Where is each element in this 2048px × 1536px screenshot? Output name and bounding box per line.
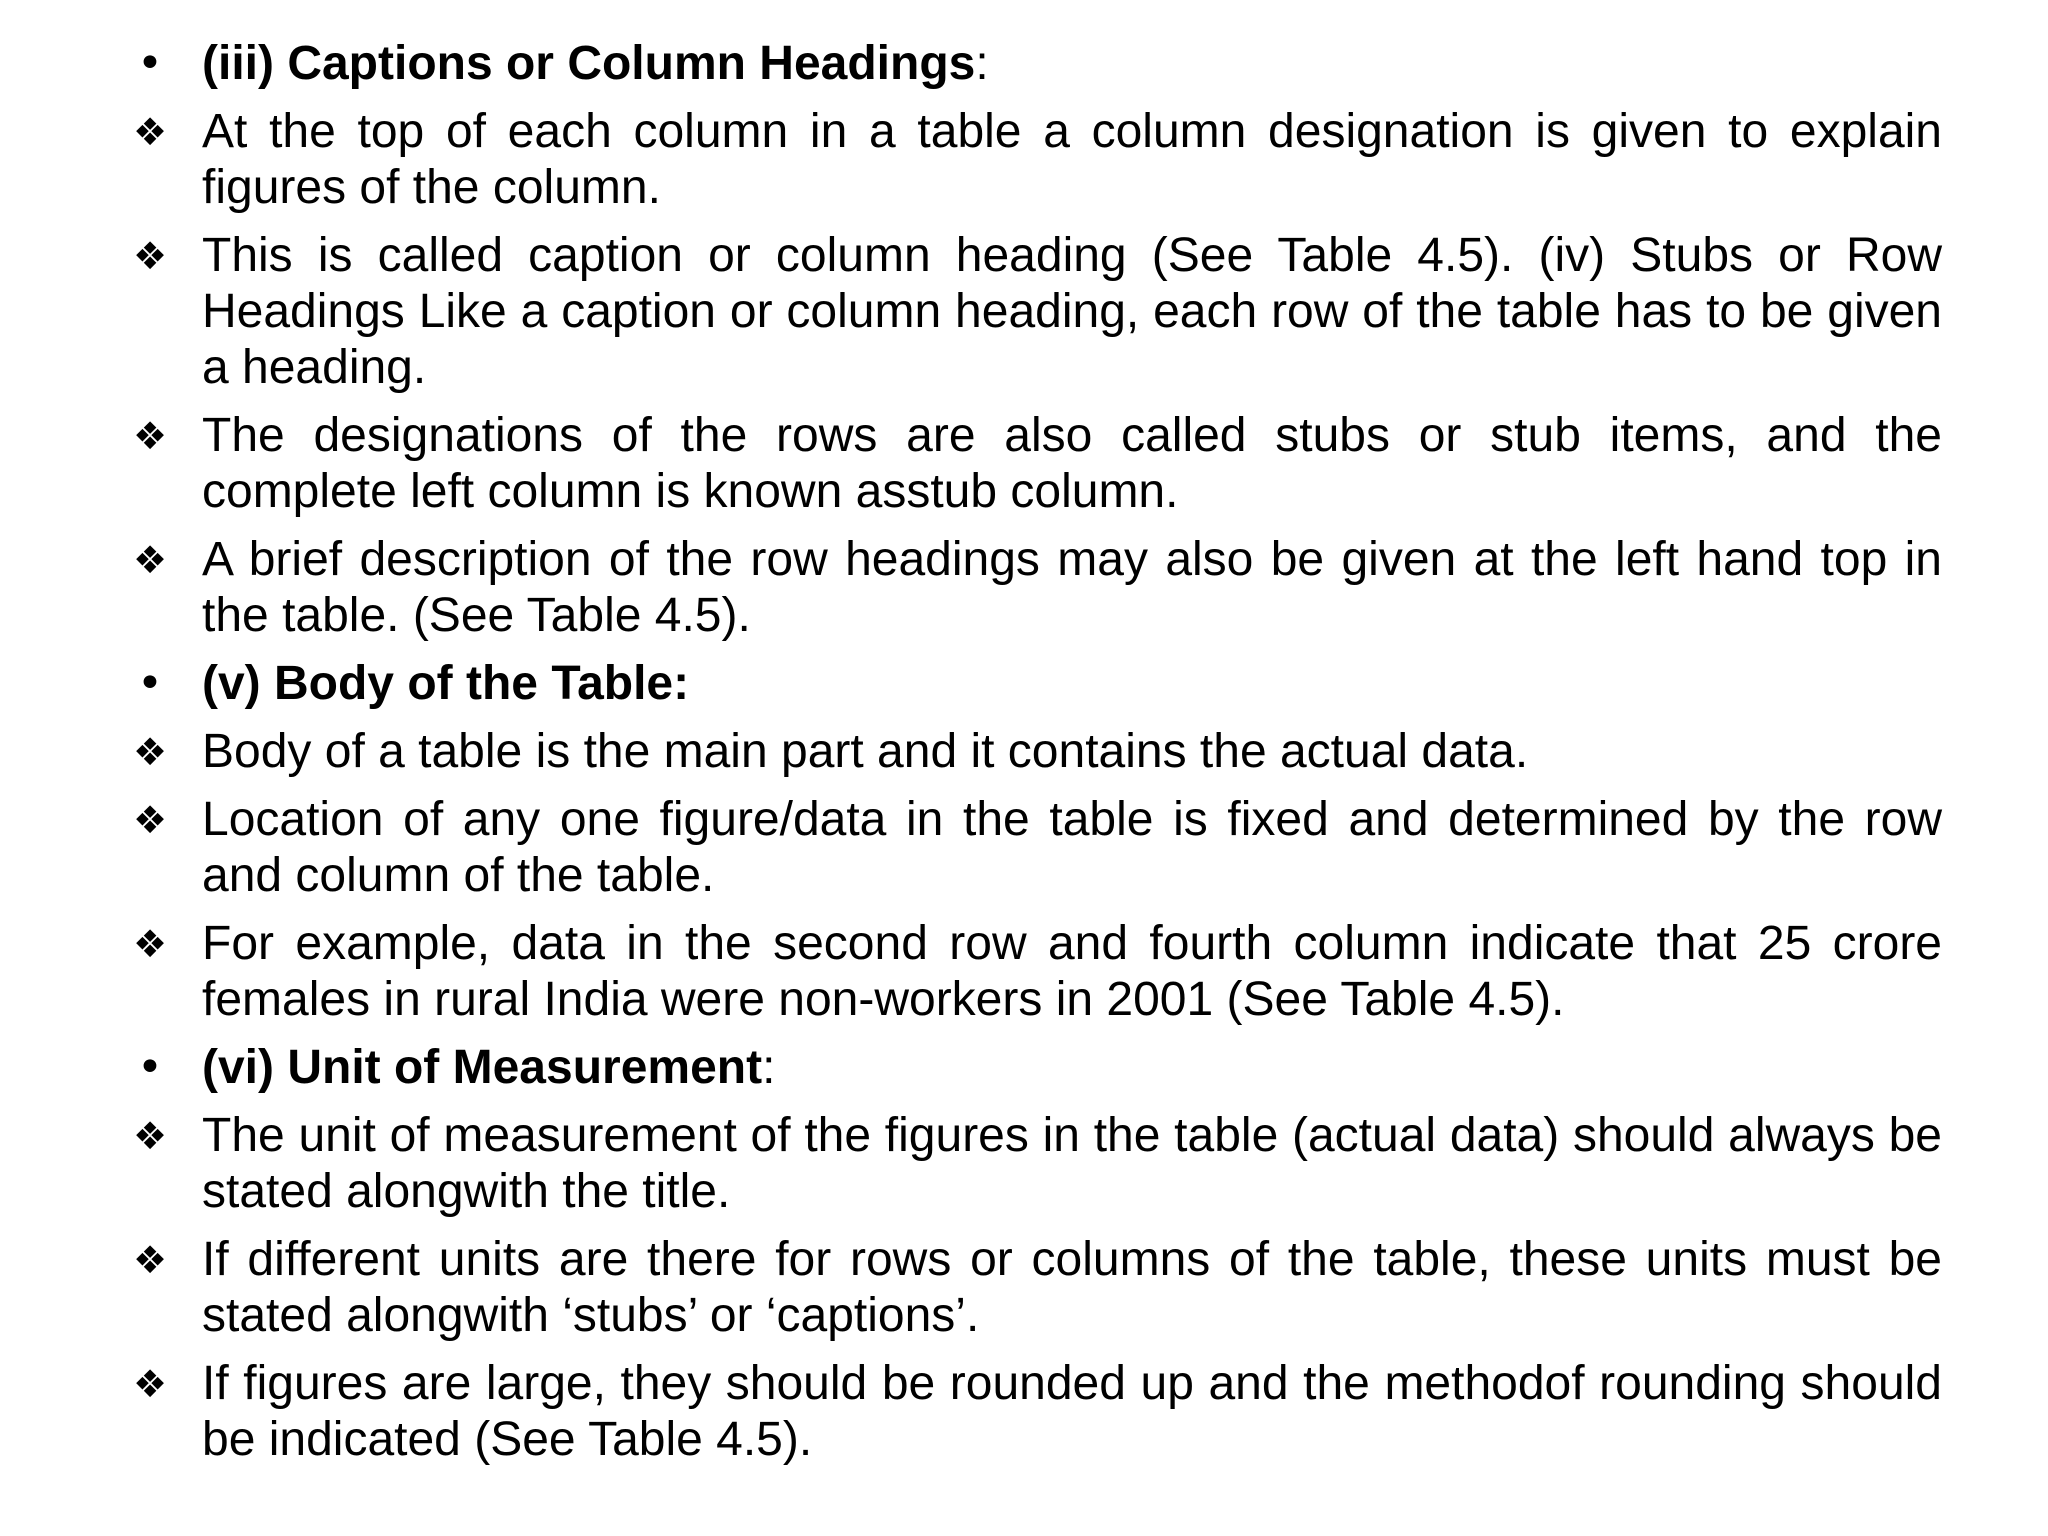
list-item-text: Body of a table is the main part and it contains the actual data. <box>202 725 1529 778</box>
list-item-text: If figures are large, they should be rounded up and the methodof rounding should be indicated (See Table 4.5). <box>202 1357 1942 1466</box>
list-item <box>120 532 1942 644</box>
diamond-bullet-icon: ❖ <box>132 538 168 582</box>
diamond-bullet-icon: ❖ <box>132 730 168 774</box>
list-item <box>120 228 1942 396</box>
section-heading-suffix: : <box>975 37 989 90</box>
diamond-bullet-icon: ❖ <box>132 234 168 278</box>
list-item-text: If different units are there for rows or columns of the table, these units must be stated alongwith ‘stubs’ or ‘captions’. <box>202 1233 1942 1342</box>
section-heading-label: (iii) Captions or Column Headings <box>202 37 976 90</box>
list-item-text: The unit of measurement of the figures in the table (actual data) should always be stated alongwith the title. <box>202 1109 1942 1218</box>
section-heading-suffix: : <box>762 1041 776 1094</box>
diamond-bullet-icon: ❖ <box>132 1238 168 1282</box>
bullet-dot-icon: • <box>137 658 163 709</box>
section-heading-label: (v) Body of the Table: <box>202 657 690 710</box>
list-item <box>120 724 1942 780</box>
diamond-bullet-icon: ❖ <box>132 798 168 842</box>
list-item-text: At the top of each column in a table a column designation is given to explain figures of the column. <box>202 105 1942 214</box>
list-item <box>120 1108 1942 1220</box>
list-item-text: For example, data in the second row and fourth column indicate that 25 crore females in rural India were non-workers in 2001 (See Table 4.5). <box>202 917 1942 1026</box>
list-item-text: This is called caption or column heading (See Table 4.5). (iv) Stubs or Row Headings Like a caption or column heading, each row of the table has to be given a heading. <box>202 229 1942 394</box>
diamond-bullet-icon: ❖ <box>132 414 168 458</box>
list-item <box>120 104 1942 216</box>
list-item-text: The designations of the rows are also called stubs or stub items, and the complete left column is known asstub column. <box>202 409 1942 518</box>
diamond-bullet-icon: ❖ <box>132 1362 168 1406</box>
diamond-bullet-icon: ❖ <box>132 110 168 154</box>
list-item <box>120 408 1942 520</box>
list-item <box>120 1356 1942 1468</box>
section-heading-label: (vi) Unit of Measurement <box>202 1041 763 1094</box>
bullet-list <box>120 36 1942 1480</box>
list-item-text: Location of any one figure/data in the table is fixed and determined by the row and column of the table. <box>202 793 1942 902</box>
bullet-dot-icon: • <box>137 38 163 89</box>
list-item <box>120 792 1942 904</box>
section-heading-body <box>120 656 1942 712</box>
list-item <box>120 1232 1942 1344</box>
diamond-bullet-icon: ❖ <box>132 922 168 966</box>
section-heading-captions <box>120 36 1942 92</box>
diamond-bullet-icon: ❖ <box>132 1114 168 1158</box>
section-heading-unit <box>120 1040 1942 1096</box>
bullet-dot-icon: • <box>137 1042 163 1093</box>
list-item <box>120 916 1942 1028</box>
list-item-text: A brief description of the row headings may also be given at the left hand top in the table. (See Table 4.5). <box>202 533 1942 642</box>
